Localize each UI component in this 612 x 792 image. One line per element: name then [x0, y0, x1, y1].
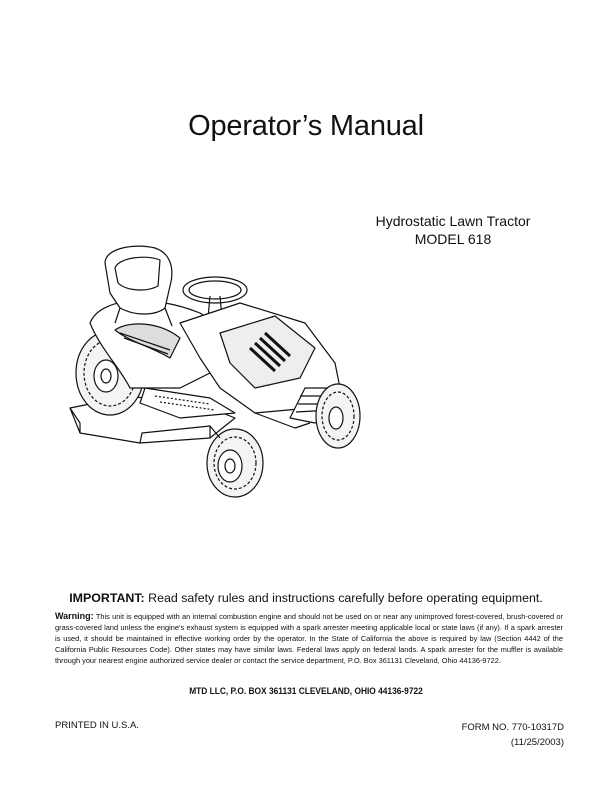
- product-info: [368, 212, 538, 248]
- printed-in: PRINTED IN U.S.A.: [55, 720, 139, 731]
- company-address: MTD LLC, P.O. BOX 361131 CLEVELAND, OHIO 44136-9722: [189, 686, 423, 697]
- model-number: MODEL 618: [414, 231, 492, 247]
- important-text: Read safety rules and instructions carefully before operating equipment.: [144, 591, 543, 605]
- product-type: Hydrostatic Lawn Tractor: [375, 213, 531, 229]
- important-notice: [0, 591, 612, 605]
- important-label: IMPORTANT:: [69, 591, 145, 605]
- form-info: [462, 720, 564, 750]
- form-date: (11/25/2003): [510, 737, 564, 748]
- lawn-tractor-illustration: [60, 238, 375, 508]
- warning-paragraph: [55, 611, 563, 666]
- manual-title: Operator’s Manual: [188, 110, 424, 142]
- form-number: FORM NO. 770-10317D: [461, 722, 564, 733]
- warning-text: This unit is equipped with an internal combustion engine and should not be used on or near any unimproved forest-covered, brush-covered or grass-covered land unless the engine’s exhaust system is equipped with a spark arrester meeting applicable local or state laws (if any). If a spark arrester is used, it should be maintained in effective working order by the operator. In the State of California the above is required by law (Section 4442 of the California Public Resources Code). Other states may have similar laws. Federal laws apply on federal lands. A spark arrester for the muffler is available through your nearest engine authorized service dealer or contact the service department, P.O. Box 361131 Cleveland, Ohio 44136-9722.: [55, 612, 563, 665]
- warning-label: Warning:: [55, 611, 94, 621]
